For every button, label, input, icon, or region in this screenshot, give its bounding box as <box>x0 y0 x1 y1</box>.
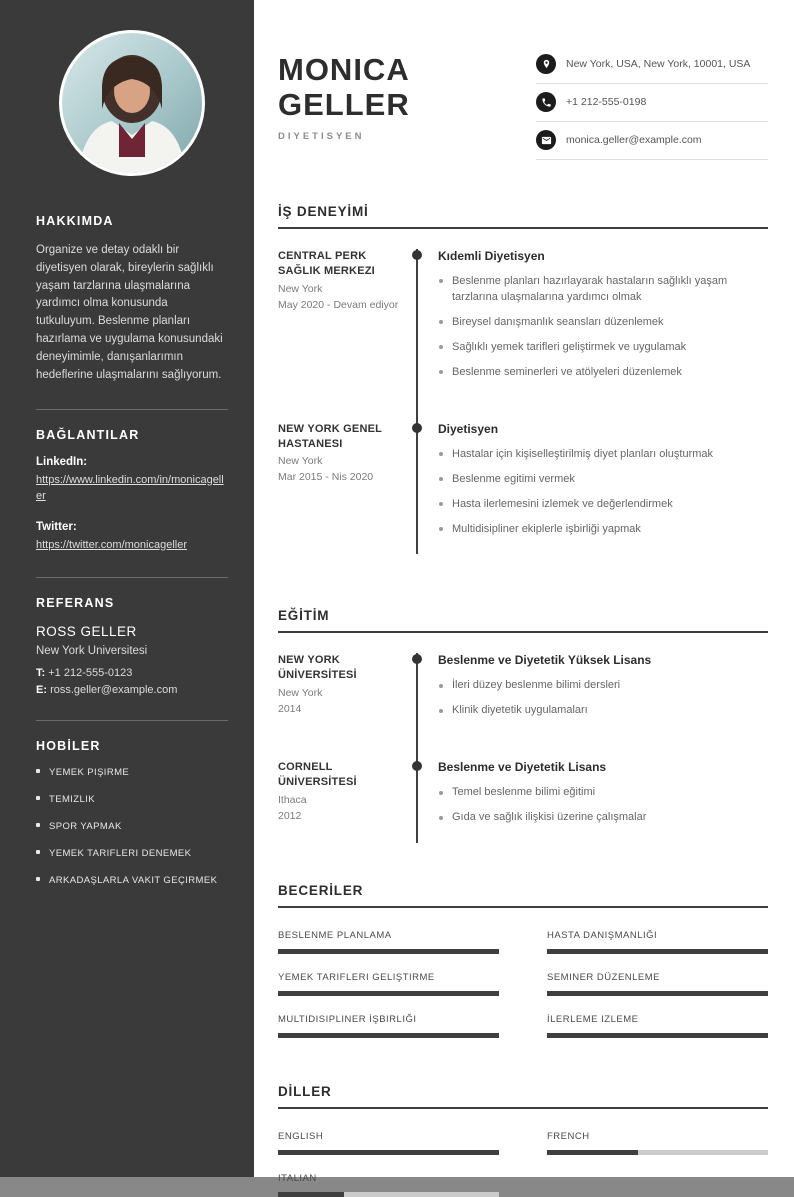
job-bullet: Beslenme planları hazırlayarak hastaların sağlıklı yaşam tarzlarına ulaşmalarına yardımcı olmak <box>438 274 768 306</box>
sidebar <box>0 0 254 1177</box>
skill-bar-fill <box>278 991 499 996</box>
experience-entry <box>278 249 768 422</box>
experience-entry <box>278 422 768 555</box>
email-icon <box>536 130 556 150</box>
reference-org: New York Universitesi <box>36 645 148 657</box>
about-text: Organize ve detay odaklı bir diyetisyen olarak, bireylerin sağlıklı yaşam tarzlarına ulaşmalarına yardımcı olma konusunda tutkuluyum. Beslenme planları hazırlama ve uygulama konusundaki deneyimimle, danışanlarımın hedeflerine ulaşmalarını sağlıyorum. <box>36 244 223 381</box>
links-title: BAĞLANTILAR <box>36 427 140 442</box>
skill-item <box>547 1014 768 1038</box>
skill-item <box>547 972 768 996</box>
skill-bar <box>278 949 499 954</box>
language-item <box>278 1131 499 1155</box>
job-bullet: Bireysel danışmanlık seansları düzenlemek <box>438 315 768 331</box>
person-name <box>278 52 536 122</box>
skills-section <box>278 883 768 1038</box>
experience-entries <box>278 249 768 554</box>
company-name: NEW YORK GENEL HASTANESI <box>278 422 382 450</box>
hobby-item: SPOR YAPMAK <box>36 821 228 832</box>
education-entry <box>278 653 768 760</box>
skill-label: MULTIDISIPLINER İŞBIRLIĞI <box>278 1014 417 1026</box>
degree-title: Beslenme ve Diyetetik Yüksek Lisans <box>438 653 652 668</box>
reference-phone-label: T: <box>36 667 46 679</box>
skill-label: BESLENME PLANLAMA <box>278 930 392 942</box>
languages-title: DİLLER <box>278 1084 768 1109</box>
main-content <box>254 0 794 1185</box>
education-entry <box>278 760 768 843</box>
language-bar <box>278 1192 499 1197</box>
language-label: ITALIAN <box>278 1173 317 1185</box>
language-bar <box>278 1150 499 1155</box>
name-block <box>278 46 536 142</box>
contact-row-phone <box>536 84 768 122</box>
education-entries <box>278 653 768 843</box>
hobby-list <box>36 767 228 886</box>
school-name: NEW YORK ÜNİVERSİTESİ <box>278 654 357 682</box>
avatar <box>62 33 202 173</box>
experience-entry-detail <box>416 249 768 422</box>
skill-label: SEMINER DÜZENLEME <box>547 972 661 984</box>
job-bullet: Hastalar için kişiselleştirilmiş diyet planları oluşturmak <box>438 447 768 463</box>
degree-bullet: Temel beslenme bilimi eğitimi <box>438 785 768 801</box>
degree-bullet: İleri düzey beslenme bilimi dersleri <box>438 678 768 694</box>
language-label: FRENCH <box>547 1131 590 1143</box>
hobby-item: YEMEK PIŞIRME <box>36 767 228 778</box>
job-title: Kıdemli Diyetisyen <box>438 249 545 263</box>
job-bullets <box>438 274 768 381</box>
experience-entry-meta <box>278 249 416 422</box>
language-label: ENGLISH <box>278 1131 324 1143</box>
job-bullet: Beslenme seminerleri ve atölyeleri düzenlemek <box>438 365 768 381</box>
company-name: CENTRAL PERK SAĞLIK MERKEZI <box>278 250 375 277</box>
reference-phone-value: +1 212-555-0123 <box>48 667 133 679</box>
skill-item <box>278 1014 499 1038</box>
language-bar-fill <box>278 1150 499 1155</box>
reference-name: ROSS GELLER <box>36 624 137 639</box>
twitter-url[interactable]: https://twitter.com/monicageller <box>36 538 188 551</box>
experience-title: İŞ DENEYİMİ <box>278 204 768 229</box>
skill-bar-fill <box>278 1033 499 1038</box>
school-name: CORNELL ÜNİVERSİTESİ <box>278 761 357 789</box>
job-bullet: Beslenme egitimi vermek <box>438 472 768 488</box>
skill-bar-fill <box>278 949 499 954</box>
degree-bullet: Klinik diyetetik uygulamaları <box>438 703 768 719</box>
language-item <box>547 1131 768 1155</box>
company-location: New York <box>278 282 323 295</box>
job-bullet: Hasta ilerlemesini izlemek ve değerlendirmek <box>438 497 768 513</box>
graduation-year: 2012 <box>278 810 302 822</box>
skill-bar-fill <box>547 949 768 954</box>
language-bar-fill <box>278 1192 344 1197</box>
job-bullet: Sağlıklı yemek tarifleri geliştirmek ve uygulamak <box>438 340 768 356</box>
job-title: Diyetisyen <box>438 421 499 436</box>
contact-row-email <box>536 122 768 160</box>
last-name: GELLER <box>278 87 410 123</box>
skill-bar-fill <box>547 991 768 996</box>
hobby-item: ARKADAŞLARLA VAKIT GEÇIRMEK <box>36 875 228 886</box>
languages-grid <box>278 1113 768 1197</box>
contact-phone[interactable]: +1 212-555-0198 <box>566 96 647 108</box>
hobby-item: TEMIZLIK <box>36 794 228 805</box>
education-entry-detail <box>416 653 768 760</box>
graduation-year: 2014 <box>278 703 302 716</box>
linkedin-label: LinkedIn: <box>36 455 88 468</box>
links-section <box>36 409 228 554</box>
first-name: MONICA <box>278 52 410 87</box>
languages-section <box>278 1084 768 1197</box>
job-dates: May 2020 - Devam ediyor <box>278 298 399 311</box>
reference-email <box>36 684 228 696</box>
degree-bullet: Gıda ve sağlık ilişkisi üzerine çalışmalar <box>438 810 768 826</box>
reference-phone <box>36 667 228 679</box>
contact-block <box>536 46 768 160</box>
experience-entry-meta <box>278 422 416 555</box>
language-bar-fill <box>547 1150 638 1155</box>
skill-item <box>547 930 768 954</box>
location-pin-icon <box>536 54 556 74</box>
experience-section <box>278 204 768 554</box>
school-location: Ithaca <box>278 794 307 806</box>
skills-title: BECERİLER <box>278 883 768 908</box>
education-entry-detail <box>416 760 768 843</box>
hobbies-title: HOBİLER <box>36 739 101 753</box>
contact-row-address <box>536 46 768 84</box>
skill-bar <box>278 1033 499 1038</box>
twitter-label: Twitter: <box>36 520 77 533</box>
profile-photo <box>59 30 205 176</box>
link-item-linkedin <box>36 456 228 505</box>
skills-grid <box>278 912 768 1038</box>
language-bar <box>547 1150 768 1155</box>
about-title: HAKKIMDA <box>36 214 114 228</box>
skill-bar <box>547 991 768 996</box>
degree-bullets <box>438 785 768 826</box>
skill-label: YEMEK TARIFLERI GELIŞTIRME <box>278 972 435 984</box>
skill-label: HASTA DANIŞMANLIĞI <box>547 930 658 942</box>
education-entry-meta <box>278 760 416 843</box>
language-item <box>278 1173 499 1197</box>
skill-bar <box>278 991 499 996</box>
school-location: New York <box>278 687 323 700</box>
company-location: New York <box>278 455 323 468</box>
skill-item <box>278 972 499 996</box>
skill-label: İLERLEME IZLEME <box>547 1014 639 1026</box>
skill-bar-fill <box>547 1033 768 1038</box>
job-dates: Mar 2015 - Nis 2020 <box>278 471 374 484</box>
education-title: EĞİTİM <box>278 608 768 633</box>
hobby-item: YEMEK TARIFLERI DENEMEK <box>36 848 228 859</box>
contact-address: New York, USA, New York, 10001, USA <box>566 58 751 70</box>
experience-entry-detail <box>416 422 768 555</box>
person-role: DIYETISYEN <box>278 131 365 143</box>
skill-item <box>278 930 499 954</box>
linkedin-url[interactable]: https://www.linkedin.com/in/monicageller <box>36 473 224 502</box>
degree-bullets <box>438 678 768 719</box>
about-section <box>36 200 228 385</box>
job-bullets <box>438 447 768 538</box>
skill-bar <box>547 949 768 954</box>
degree-title: Beslenme ve Diyetetik Lisans <box>438 760 607 775</box>
reference-email-label: E: <box>36 684 47 696</box>
link-item-twitter <box>36 521 228 554</box>
skill-bar <box>547 1033 768 1038</box>
reference-email-value[interactable]: ross.geller@example.com <box>50 684 178 696</box>
contact-email[interactable]: monica.geller@example.com <box>566 134 702 146</box>
reference-title: REFERANS <box>36 596 115 610</box>
education-entry-meta <box>278 653 416 760</box>
phone-icon <box>536 92 556 112</box>
hobbies-section <box>36 720 228 886</box>
education-section <box>278 608 768 843</box>
resume-header <box>278 46 768 160</box>
reference-section <box>36 577 228 696</box>
job-bullet: Multidisipliner ekiplerle işbirliği yapmak <box>438 522 768 538</box>
